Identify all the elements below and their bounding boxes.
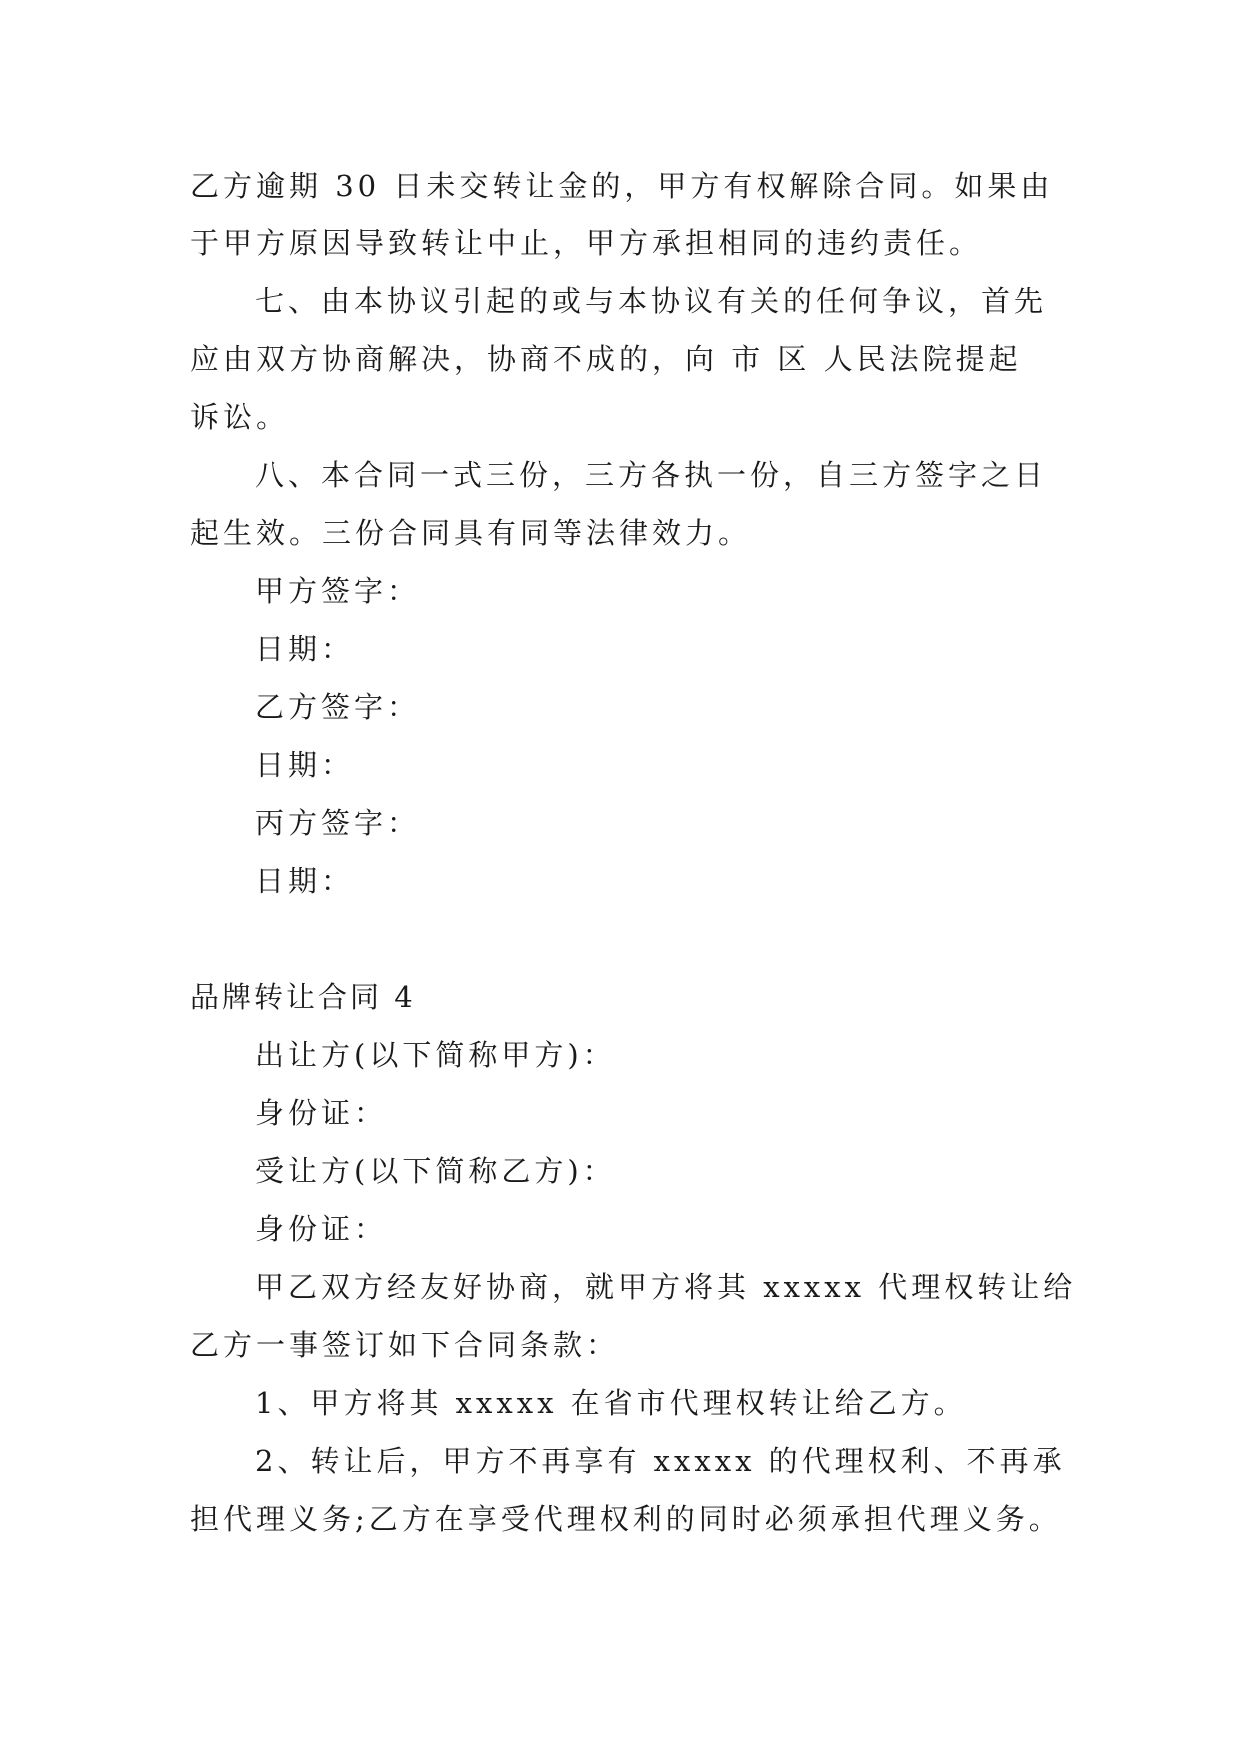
text-line: 乙方逾期 30 日未交转让金的，甲方有权解除合同。如果由 xyxy=(190,169,1054,203)
date-label: 日期： xyxy=(255,748,355,782)
text-line: 1、甲方将其 xxxxx 在省市代理权转让给乙方。 xyxy=(255,1386,967,1420)
text-line: 诉讼。 xyxy=(190,400,290,434)
section-title: 品牌转让合同 4 xyxy=(190,980,416,1014)
text-line: 身份证： xyxy=(255,1212,388,1246)
text-line: 身份证： xyxy=(255,1096,388,1130)
text-line: 受让方(以下简称乙方)： xyxy=(255,1154,616,1188)
text-line: 八、本合同一式三份，三方各执一份，自三方签字之日 xyxy=(255,458,1048,492)
text-line: 2、转让后，甲方不再享有 xxxxx 的代理权利、不再承 xyxy=(255,1444,1066,1478)
text-line: 起生效。三份合同具有同等法律效力。 xyxy=(190,516,752,550)
text-line: 乙方一事签订如下合同条款： xyxy=(190,1328,620,1362)
text-line: 七、由本协议引起的或与本协议有关的任何争议，首先 xyxy=(255,284,1048,318)
text-line: 应由双方协商解决，协商不成的，向 市 区 人民法院提起 xyxy=(190,342,1022,376)
date-label: 日期： xyxy=(255,864,355,898)
signature-label-party-a: 甲方签字： xyxy=(255,574,421,608)
signature-label-party-c: 丙方签字： xyxy=(255,806,421,840)
date-label: 日期： xyxy=(255,632,355,666)
text-line: 甲乙双方经友好协商，就甲方将其 xxxxx 代理权转让给 xyxy=(255,1270,1077,1304)
text-line: 担代理义务;乙方在享受代理权利的同时必须承担代理义务。 xyxy=(190,1502,1062,1536)
text-line: 出让方(以下简称甲方)： xyxy=(255,1038,616,1072)
text-line: 于甲方原因导致转让中止，甲方承担相同的违约责任。 xyxy=(190,226,983,260)
signature-label-party-b: 乙方签字： xyxy=(255,690,421,724)
